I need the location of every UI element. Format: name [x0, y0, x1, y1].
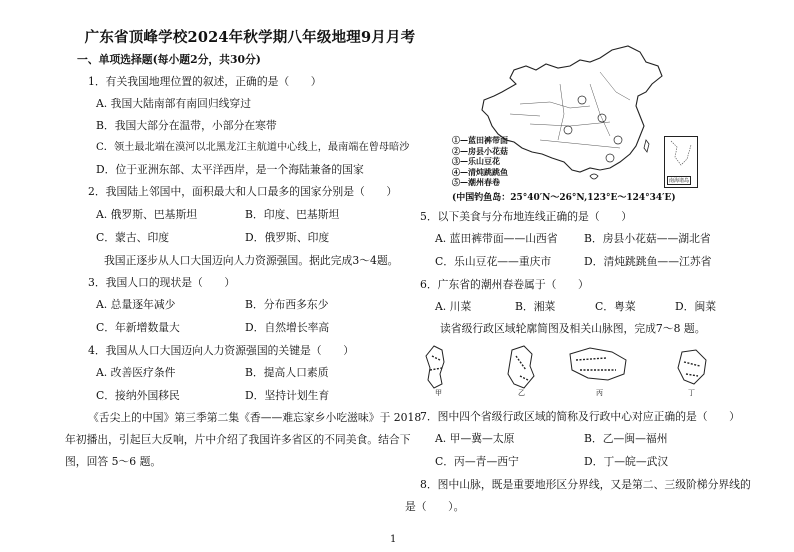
question-5-option-c: C．乐山豆花——重庆市	[435, 255, 552, 268]
question-2-stem: 2．我国陆上邻国中，面积最大和人口最多的国家分别是（ ）	[88, 185, 398, 198]
question-3-stem: 3．我国人口的现状是（ ）	[88, 276, 236, 289]
question-6-option-d: D．闽菜	[675, 300, 717, 313]
question-8-line2: 是（ ）。	[405, 500, 465, 513]
page-number: 1	[390, 534, 397, 545]
question-7-option-c: C．丙—青—西宁	[435, 455, 519, 468]
question-6-option-b: B．湘菜	[515, 300, 556, 313]
province-outlines	[420, 340, 720, 400]
question-6-stem: 6．广东省的潮州春卷属于（ ）	[420, 278, 589, 291]
question-1-stem: 1．有关我国地理位置的叙述，正确的是（ ）	[88, 75, 322, 88]
intro-7-8: 读省级行政区域轮廓简图及相关山脉图，完成7～8 题。	[440, 322, 706, 335]
question-1-option-d: D．位于亚洲东部、太平洋西岸，是一个海陆兼备的国家	[96, 163, 364, 176]
intro-5-6-line3: 图，回答 5～6 题。	[65, 455, 162, 468]
question-3-option-d: D．自然增长率高	[245, 321, 330, 334]
question-2-option-c: C．蒙古、印度	[96, 231, 170, 244]
question-5-stem: 5．以下美食与分布地连线正确的是（ ）	[420, 210, 633, 223]
legend-item-3: ③—乐山豆花	[452, 156, 500, 166]
question-6-option-c: C．粤菜	[595, 300, 636, 313]
question-4-option-a: A. 改善医疗条件	[96, 366, 176, 379]
question-4-stem: 4．我国从人口大国迈向人力资源强国的关键是（ ）	[88, 344, 354, 357]
question-7-option-d: D．丁—皖—武汉	[584, 455, 669, 468]
question-4-option-c: C．接纳外国移民	[96, 389, 180, 402]
legend-item-2: ②—房县小花菇	[452, 145, 508, 156]
legend-item-1: ①—蓝田裤带面	[452, 135, 508, 145]
question-5-option-a: A. 蓝田裤带面——山西省	[435, 232, 558, 245]
question-1-option-a: A. 我国大陆南部有南回归线穿过	[96, 97, 252, 110]
question-1-option-b: B．我国大部分在温带，小部分在寒带	[96, 119, 277, 132]
inset-label: 南海诸岛	[669, 178, 690, 184]
question-5-option-b: B．房县小花菇——湖北省	[584, 232, 711, 245]
page-title: 广东省顶峰学校2024年秋学期八年级地理9月月考	[84, 29, 416, 46]
question-6-option-a: A. 川菜	[435, 300, 472, 313]
intro-5-6-line1: 《舌尖上的中国》第三季第二集《香——难忘家乡小吃滋味》于 2018	[88, 411, 422, 424]
province-label-ding: 丁	[688, 389, 695, 397]
question-1-option-c: C．领土最北端在漠河以北黑龙江主航道中心线上，最南端在曾母暗沙	[96, 142, 410, 153]
question-7-option-a: A. 甲—冀—太原	[435, 432, 515, 445]
legend-item-5: ⑤—潮州春卷	[452, 177, 500, 187]
question-7-stem: 7．图中四个省级行政区域的简称及行政中心对应正确的是（ ）	[420, 410, 740, 423]
province-label-bing: 丙	[596, 389, 603, 397]
question-2-option-b: B．印度、巴基斯坦	[245, 208, 340, 221]
question-4-option-b: B．提高人口素质	[245, 366, 329, 379]
province-label-yi: 乙	[518, 389, 525, 397]
map-legend	[452, 135, 508, 188]
inset-map	[665, 137, 697, 175]
intro-3-4: 我国正逐步从人口大国迈向人力资源强国。据此完成3～4题。	[104, 254, 399, 267]
question-7-option-b: B．乙—闽—福州	[584, 432, 668, 445]
question-5-option-d: D．清炖跳跳鱼——江苏省	[584, 255, 712, 268]
question-8-line1: 8．图中山脉，既是重要地形区分界线，又是第二、三级阶梯分界线的	[420, 478, 751, 491]
south-china-sea-inset	[664, 136, 698, 188]
map-coordinates-caption: (中国钓鱼岛：25°40′N～26°N,123°E～124°34′E)	[452, 193, 676, 203]
intro-5-6-line2: 年初播出，引起巨大反响，片中介绍了我国许多省区的不同美食。结合下	[65, 433, 411, 446]
section-heading: 一、单项选择题(每小题2分，共30分)	[77, 53, 261, 66]
question-4-option-d: D．坚持计划生育	[245, 389, 330, 402]
question-2-option-a: A. 俄罗斯、巴基斯坦	[96, 208, 198, 221]
legend-item-4: ④—清炖跳跳鱼	[452, 166, 508, 177]
question-2-option-d: D．俄罗斯、印度	[245, 231, 330, 244]
question-3-option-a: A. 总量逐年减少	[96, 298, 176, 311]
question-3-option-b: B．分布西多东少	[245, 298, 329, 311]
question-3-option-c: C．年新增数量大	[96, 321, 180, 334]
province-label-jia: 甲	[435, 389, 442, 397]
